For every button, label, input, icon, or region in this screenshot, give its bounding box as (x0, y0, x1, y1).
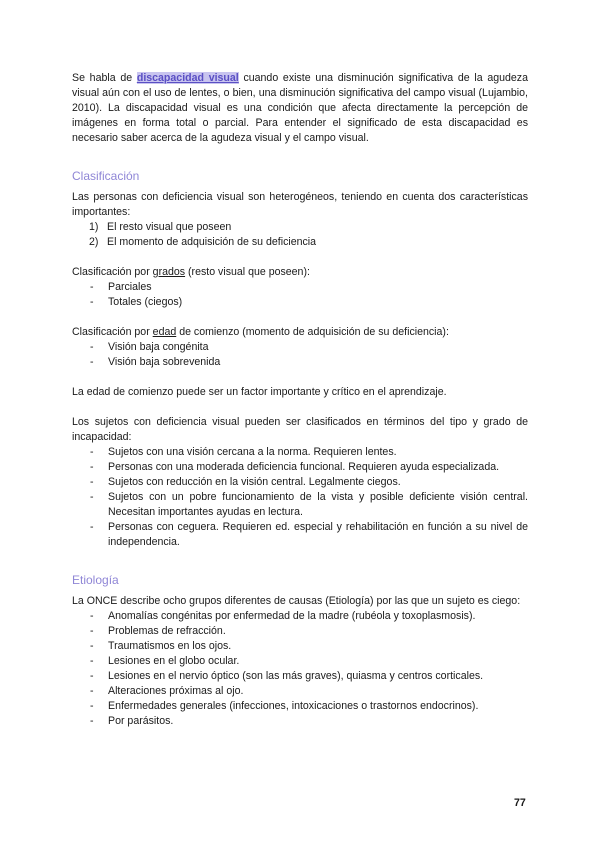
intro-paragraph: Se habla de discapacidad visual cuando existe una disminución significativa de la agudeza visual aún con el uso de lentes, o bien, una disminución significativa del campo visual (Lujambio, 2010). La discapacidad visual es una condición que afecta directamente la percepción de imágenes en forma total o parcial. Para entender el significado de esta discapacidad es necesario saber acerca de la agudeza visual y el campo visual. (72, 72, 528, 144)
grados-term: grados (152, 266, 186, 278)
incapacidad-list (72, 445, 528, 550)
etiologia-lead: La ONCE describe ocho grupos diferentes de causas (Etiología) por las que un sujeto es ciego: (72, 595, 521, 607)
discapacidad-visual-link[interactable]: discapacidad visual (136, 72, 239, 84)
list-item: - Por parásitos. (90, 715, 174, 727)
edad-list (72, 340, 528, 370)
grados-lead: Clasificación por grados (resto visual que poseen): (72, 266, 310, 278)
clasificacion-numbered-list (72, 220, 528, 250)
edad-note: La edad de comienzo puede ser un factor importante y crítico en el aprendizaje. (72, 386, 447, 398)
grados-list (72, 280, 528, 310)
list-item: - Sujetos con un pobre funcionamiento de la vista y posible deficiente visión central. Necesitan importantes ayudas en lectura. (90, 491, 528, 518)
page-number: 77 (514, 797, 526, 809)
etiologia-list (72, 609, 528, 729)
incapacidad-lead: Los sujetos con deficiencia visual pueden ser clasificados en términos del tipo y grado de incapacidad: (72, 416, 528, 443)
list-item: - Personas con una moderada deficiencia funcional. Requieren ayuda especializada. (90, 461, 500, 473)
list-item: 1) El resto visual que poseen (89, 221, 232, 233)
edad-term: edad (152, 326, 177, 338)
list-item: 2) El momento de adquisición de su deficiencia (89, 236, 317, 248)
list-item: - Visión baja sobrevenida (90, 356, 221, 368)
list-item: - Lesiones en el nervio óptico (son las más graves), quiasma y centros corticales. (90, 670, 484, 682)
list-item: - Anomalías congénitas por enfermedad de la madre (rubéola y toxoplasmosis). (90, 610, 476, 622)
list-item: - Lesiones en el globo ocular. (90, 655, 240, 667)
list-item: - Visión baja congénita (90, 341, 209, 353)
list-item: - Traumatismos en los ojos. (90, 640, 232, 652)
clasificacion-lead: Las personas con deficiencia visual son heterogéneos, teniendo en cuenta dos características importantes: (72, 191, 528, 218)
list-item: - Enfermedades generales (infecciones, intoxicaciones o trastornos endocrinos). (90, 700, 479, 712)
list-item: - Totales (ciegos) (90, 296, 183, 308)
list-item: - Sujetos con reducción en la visión central. Legalmente ciegos. (90, 476, 401, 488)
list-item: - Alteraciones próximas al ojo. (90, 685, 244, 697)
document-body (72, 71, 528, 729)
list-item: - Sujetos con una visión cercana a la norma. Requieren lentes. (90, 446, 397, 458)
etiologia-heading: Etiología (72, 573, 119, 587)
list-item: - Personas con ceguera. Requieren ed. especial y rehabilitación en función a su nivel de independencia. (90, 521, 528, 548)
list-item: - Problemas de refracción. (90, 625, 226, 637)
clasificacion-heading: Clasificación (72, 169, 140, 183)
edad-lead: Clasificación por edad de comienzo (momento de adquisición de su deficiencia): (72, 326, 449, 338)
list-item: - Parciales (90, 281, 152, 293)
